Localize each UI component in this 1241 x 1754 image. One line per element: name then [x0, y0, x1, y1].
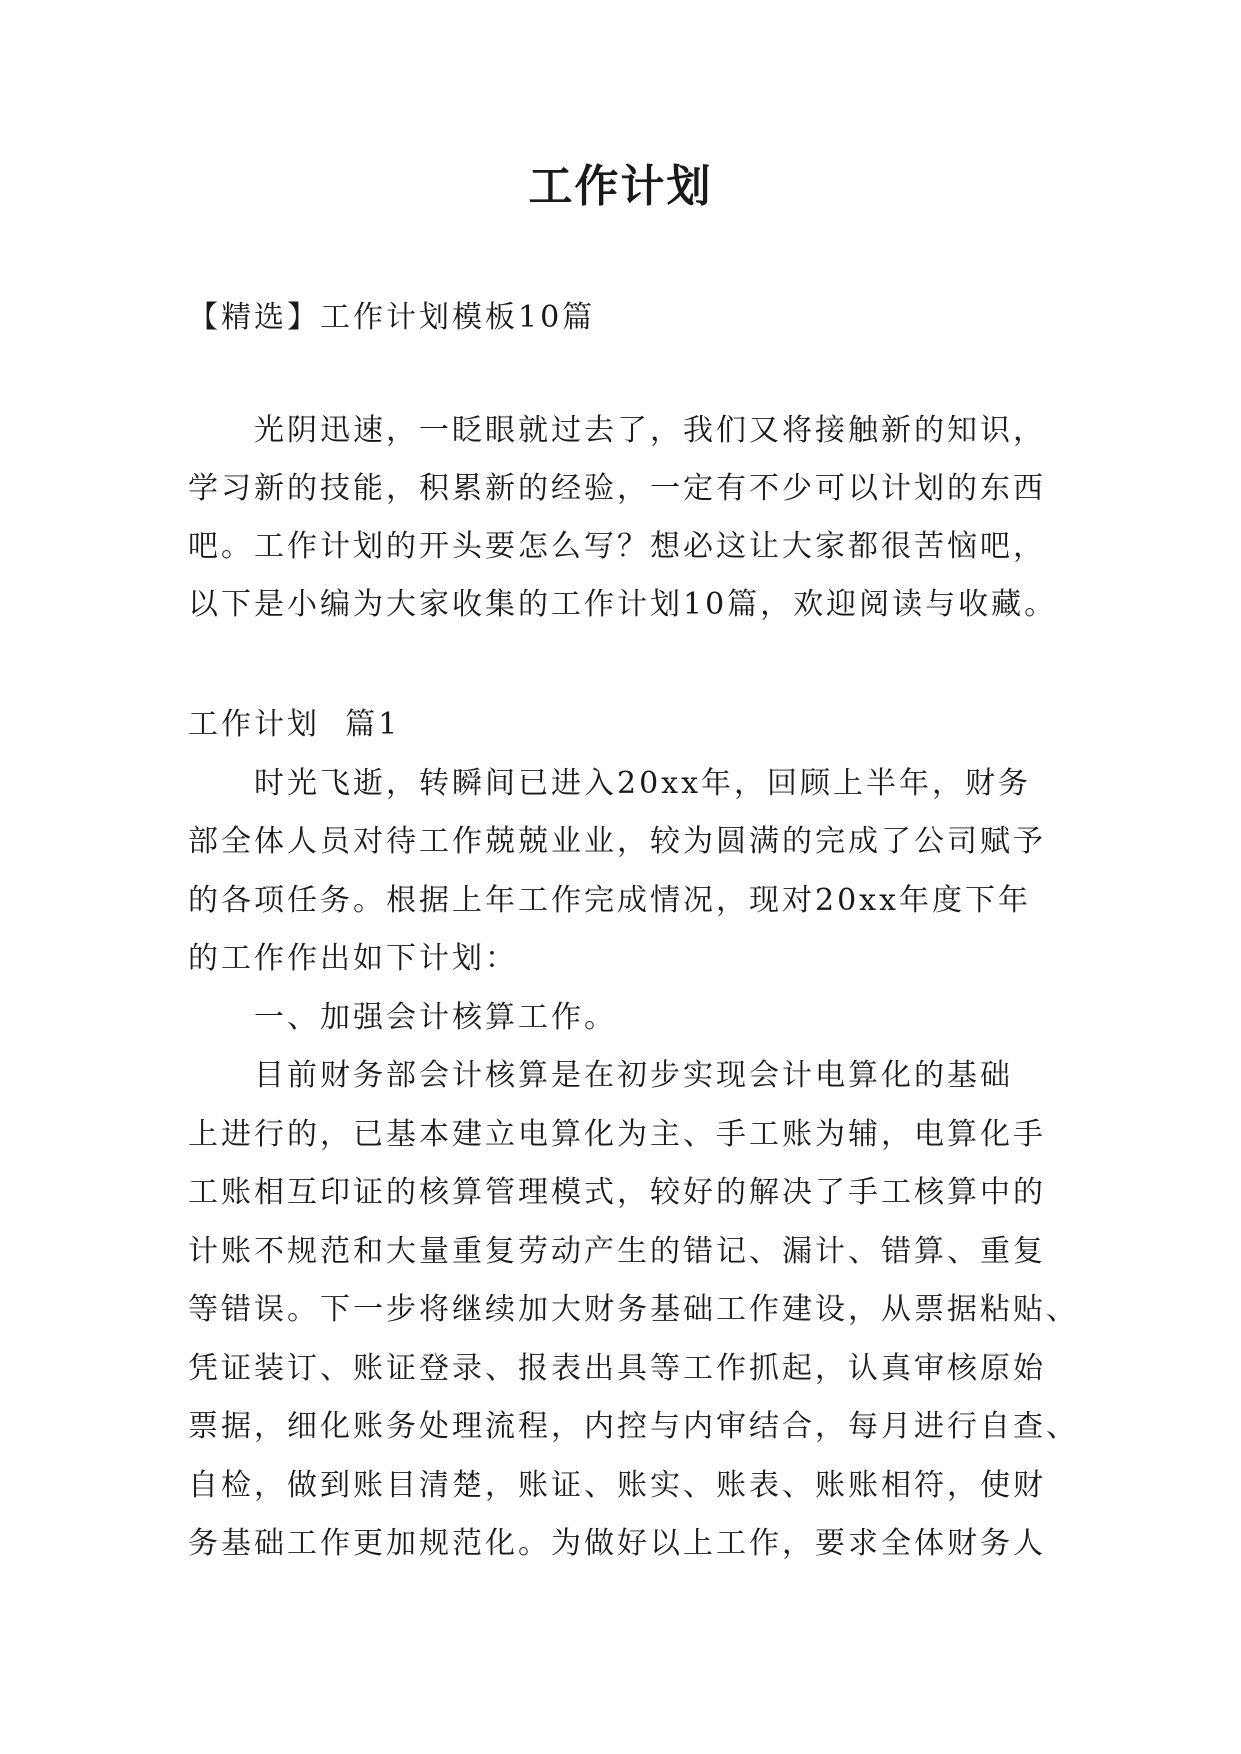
text-line: 自检，做到账目清楚，账证、账实、账表、账账相符，使财 — [188, 1467, 1046, 1503]
text-line: 部全体人员对待工作兢兢业业，较为圆满的完成了公司赋予 — [188, 824, 1046, 859]
text-line: 的各项任务。根据上年工作完成情况，现对20xx年度下年 — [188, 882, 1032, 918]
section-heading: 工作计划 篇1 — [188, 707, 401, 742]
text-line: 工账相互印证的核算管理模式，较好的解决了手工核算中的 — [188, 1175, 1046, 1210]
text-line: 凭证装订、账证登录、报表出具等工作抓起，认真审核原始 — [188, 1350, 1046, 1386]
text-line: 票据，细化账务处理流程，内控与内审结合，每月进行自查、 — [188, 1409, 1079, 1444]
section-1 — [188, 696, 1078, 1574]
document-subtitle: 【精选】工作计划模板10篇 — [188, 300, 596, 335]
text-line: 目前财务部会计核算是在初步实现会计电算化的基础 — [254, 1058, 1013, 1093]
text-line: 以下是小编为大家收集的工作计划10篇，欢迎阅读与收藏。 — [188, 587, 1058, 622]
text-line: 等错误。下一步将继续加大财务基础工作建设，从票据粘贴、 — [188, 1292, 1079, 1327]
text-line: 光阴迅速，一眨眼就过去了，我们又将接触新的知识， — [254, 413, 1046, 448]
item-heading: 一、加强会计核算工作。 — [254, 999, 617, 1035]
text-line: 计账不规范和大量重复劳动产生的错记、漏计、错算、重复 — [188, 1233, 1046, 1269]
text-line: 学习新的技能，积累新的经验，一定有不少可以计划的东西 — [188, 471, 1046, 506]
text-line: 务基础工作更加规范化。为做好以上工作，要求全体财务人 — [188, 1526, 1046, 1561]
intro-paragraph — [188, 402, 1078, 634]
text-line: 上进行的，已基本建立电算化为主、手工账为辅，电算化手 — [188, 1116, 1046, 1152]
text-line: 时光飞逝，转瞬间已进入20xx年，回顾上半年，财务 — [254, 765, 1032, 801]
document-title: 工作计划 — [528, 161, 713, 212]
text-line: 的工作作出如下计划： — [188, 941, 518, 976]
text-line: 吧。工作计划的开头要怎么写？想必这让大家都很苦恼吧， — [188, 529, 1046, 564]
